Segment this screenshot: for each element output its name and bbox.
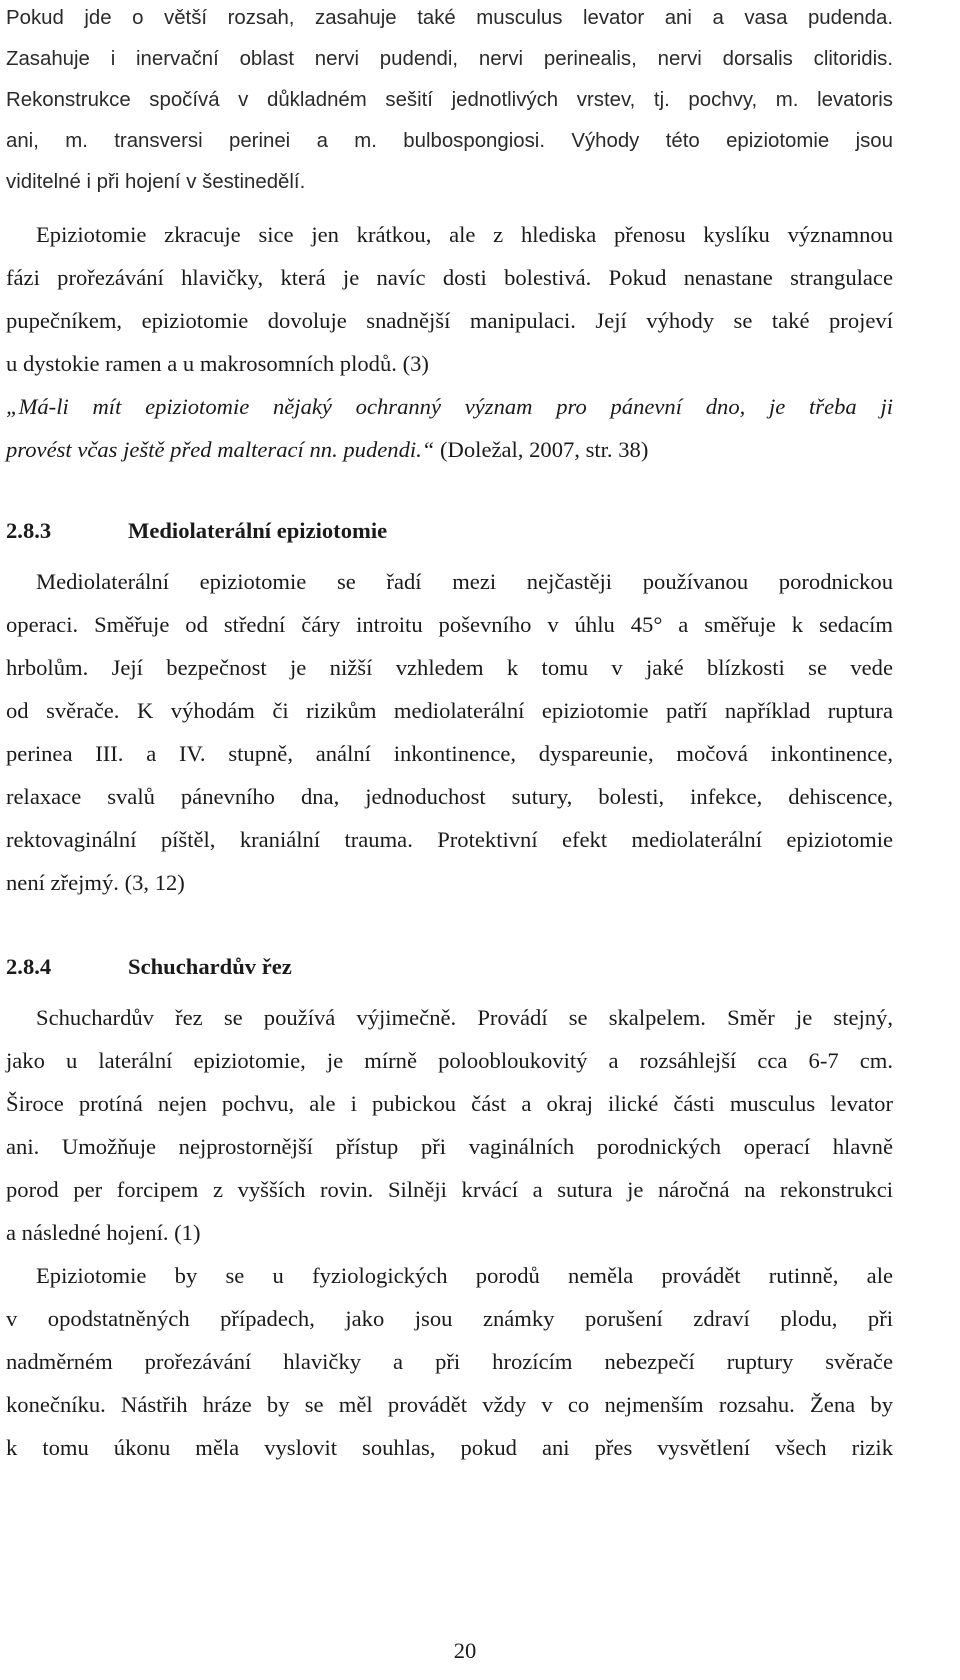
text-line: není zřejmý. (3, 12) bbox=[6, 870, 185, 895]
text-line: a následné hojení. (1) bbox=[6, 1220, 201, 1245]
text-line: nadměrném prořezávání hlavičky a při hrozícím nebezpečí ruptury svěrače bbox=[6, 1349, 893, 1374]
quote-line bbox=[6, 432, 893, 468]
text-line: od svěrače. K výhodám či rizikům mediolaterální epiziotomie patří například ruptura bbox=[6, 698, 893, 723]
text-line: perinea III. a IV. stupně, anální inkontinence, dyspareunie, močová inkontinence, bbox=[6, 741, 893, 766]
text-line: Pokud jde o větší rozsah, zasahuje také musculus levator ani a vasa pudenda. bbox=[6, 7, 893, 29]
section-number: 2.8.3 bbox=[6, 518, 52, 543]
text-line: fázi prořezávání hlavičky, která je navíc dosti bolestivá. Pokud nenastane strangulace bbox=[6, 265, 893, 290]
text-line: jako u laterální epiziotomie, je mírně poloobloukovitý a rozsáhlejší cca 6-7 cm. bbox=[6, 1048, 893, 1073]
text-line: pupečníkem, epiziotomie dovoluje snadnější manipulaci. Její výhody se také projeví bbox=[6, 308, 893, 333]
text-line: v opodstatněných případech, jako jsou známky porušení zdraví plodu, při bbox=[6, 1306, 893, 1331]
text-line: ani. Umožňuje nejprostornější přístup při vaginálních porodnických operací hlavně bbox=[6, 1134, 893, 1159]
text-line: Schuchardův řez se používá výjimečně. Provádí se skalpelem. Směr je stejný, bbox=[36, 1005, 893, 1030]
quote-line: „Má-li mít epiziotomie nějaký ochranný význam pro pánevní dno, je třeba ji bbox=[6, 394, 893, 419]
text-line: Široce protíná nejen pochvu, ale i pubickou část a okraj ilické části musculus levator bbox=[6, 1091, 893, 1116]
text-line: Rekonstrukce spočívá v důkladném sešití jednotlivých vrstev, tj. pochvy, m. levatoris bbox=[6, 89, 893, 111]
text-line: u dystokie ramen a u makrosomních plodů. (3) bbox=[6, 351, 429, 376]
text-line: Epiziotomie by se u fyziologických porodů neměla provádět rutinně, ale bbox=[36, 1263, 893, 1288]
text-line: hrbolům. Její bezpečnost je nižší vzhledem k tomu v jaké blízkosti se vede bbox=[6, 655, 893, 680]
section-title: Mediolaterální epiziotomie bbox=[128, 518, 388, 543]
quote-citation: (Doležal, 2007, str. 38) bbox=[434, 437, 649, 462]
quote-text: provést včas ještě před malterací nn. pudendi.“ bbox=[6, 437, 435, 462]
text-line: Zasahuje i inervační oblast nervi pudendi, nervi perinealis, nervi dorsalis clitoridis. bbox=[6, 48, 893, 70]
text-line: Mediolaterální epiziotomie se řadí mezi nejčastěji používanou porodnickou bbox=[36, 569, 893, 594]
page-number: 20 bbox=[453, 1638, 477, 1663]
text-line: rektovaginální píštěl, kraniální trauma. Protektivní efekt mediolaterální epiziotomie bbox=[6, 827, 893, 852]
text-line: relaxace svalů pánevního dna, jednoduchost sutury, bolesti, infekce, dehiscence, bbox=[6, 784, 893, 809]
section-number: 2.8.4 bbox=[6, 954, 52, 979]
section-title: Schuchardův řez bbox=[128, 954, 292, 979]
text-line: porod per forcipem z vyšších rovin. Silněji krvácí a sutura je náročná na rekonstrukci bbox=[6, 1177, 893, 1202]
text-line: ani, m. transversi perinei a m. bulbospongiosi. Výhody této epiziotomie jsou bbox=[6, 130, 893, 152]
text-line: Epiziotomie zkracuje sice jen krátkou, ale z hlediska přenosu kyslíku významnou bbox=[36, 222, 893, 247]
text-line: konečníku. Nástřih hráze by se měl provádět vždy v co nejmenším rozsahu. Žena by bbox=[6, 1392, 893, 1417]
text-line: k tomu úkonu měla vyslovit souhlas, pokud ani přes vysvětlení všech rizik bbox=[6, 1435, 893, 1460]
text-line: operaci. Směřuje od střední čáry introitu poševního v úhlu 45° a směřuje k sedacím bbox=[6, 612, 893, 637]
text-line: viditelné i při hojení v šestinedělí. bbox=[6, 171, 306, 193]
